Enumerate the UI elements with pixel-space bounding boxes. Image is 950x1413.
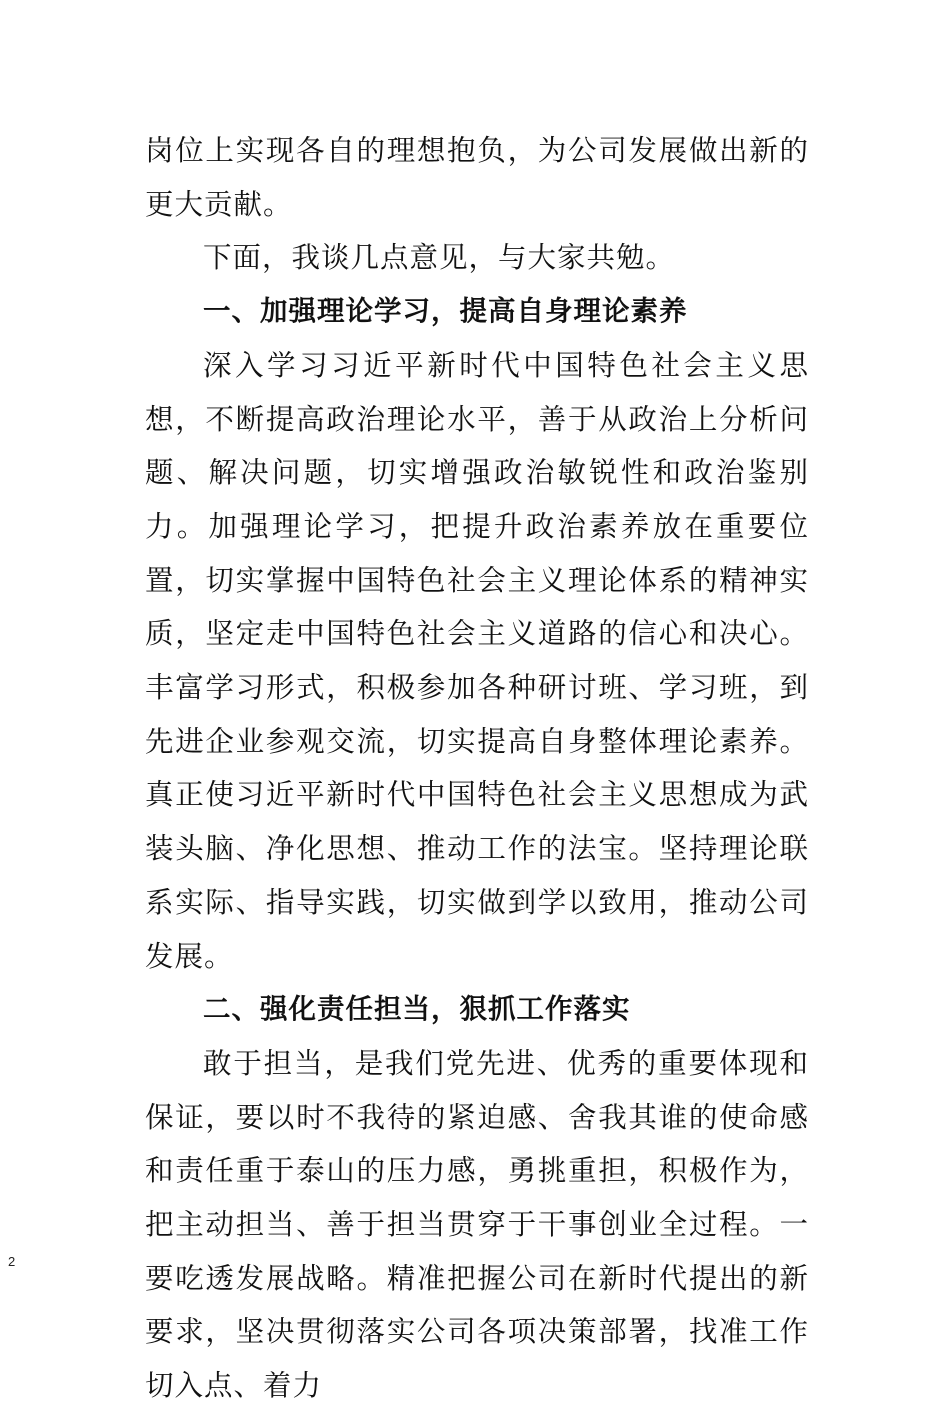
paragraph-intro: 下面，我谈几点意见，与大家共勉。	[203, 241, 676, 275]
document-body	[145, 124, 809, 1413]
paragraph-section-2: 敢于担当，是我们党先进、优秀的重要体现和保证，要以时不我待的紧迫感、舍我其谁的使命感和责任重于泰山的压力感，勇挑重担，积极作为，把主动担当、善于担当贯穿于干事创业全过程。一要吃透发展战略。精准把握公司在新时代提出的新要求，坚决贯彻落实公司各项决策部署，找准工作切入点、着力	[145, 1046, 809, 1403]
page-number: 2	[8, 1254, 16, 1269]
section-heading-2: 二、强化责任担当，狠抓工作落实	[203, 993, 631, 1026]
section-heading-1: 一、加强理论学习，提高自身理论素养	[203, 295, 688, 328]
paragraph-section-1: 深入学习习近平新时代中国特色社会主义思想，不断提高政治理论水平，善于从政治上分析问题、解决问题，切实增强政治敏锐性和政治鉴别力。加强理论学习，把提升政治素养放在重要位置，切实掌握中国特色社会主义理论体系的精神实质，坚定走中国特色社会主义道路的信心和决心。丰富学习形式，积极参加各种研讨班、学习班，到先进企业参观交流，切实提高自身整体理论素养。真正使习近平新时代中国特色社会主义思想成为武装头脑、净化思想、推动工作的法宝。坚持理论联系实际、指导实践，切实做到学以致用，推动公司发展。	[145, 348, 809, 973]
paragraph-continuation: 岗位上实现各自的理想抱负，为公司发展做出新的更大贡献。	[145, 134, 809, 221]
